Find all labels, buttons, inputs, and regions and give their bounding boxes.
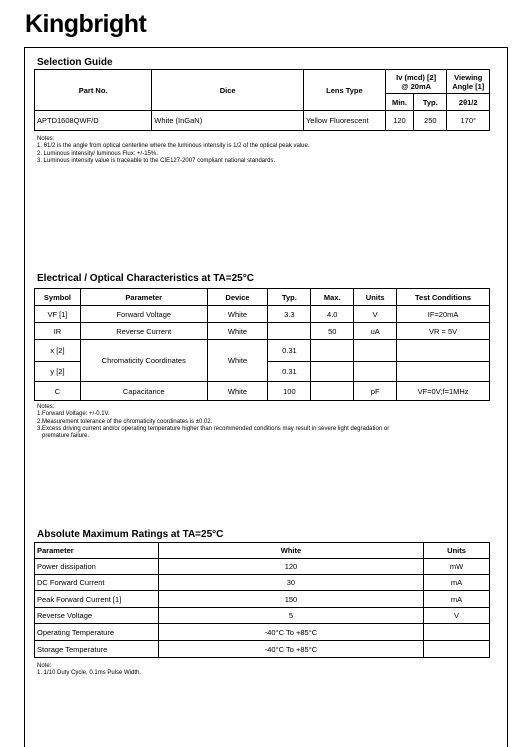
value-cell: -40°C To +85°C [158,624,423,641]
parameter-cell: Forward Voltage [80,306,207,323]
absolute-ratings-table [34,542,490,658]
header-viewing-angle: Viewing Angle [1] [447,70,490,94]
parameter-cell: Operating Temperature [35,624,159,641]
value-cell: 5 [158,608,423,624]
max-cell: 4.0 [311,306,354,323]
note-line: 1. θ1/2 is the angle from optical centerline where the luminous intensity is 1/2 of the optical peak value. [37,143,310,150]
header-units: Units [424,543,490,559]
units-cell: V [354,306,397,323]
symbol-cell: C [35,382,81,401]
typ-cell: 3.3 [268,306,311,323]
max-cell [311,362,354,382]
symbol-cell: y [2] [35,362,81,382]
condition-cell [397,340,490,362]
parameter-cell: Peak Forward Current [1] [35,591,159,608]
symbol-cell: x [2] [35,340,81,362]
parameter-cell: Storage Temperature [35,641,159,658]
header-parameter: Parameter [35,543,159,559]
symbol-cell: VF [1] [35,306,81,323]
max-cell [311,340,354,362]
electrical-notes [37,404,389,440]
parameter-cell: Chromaticity Coordinates [80,340,207,382]
note-line: 3. Luminous intensity value is traceable to the CIE127-2007 compliant national standards. [37,157,276,164]
header-typ: Typ. [268,289,311,306]
parameter-cell: Capacitance [80,382,207,401]
header-part-no: Part No. [35,70,152,111]
symbol-cell: IR [35,323,81,340]
table-row [35,624,490,641]
header-typ: Typ. [414,94,447,111]
note-line: Notes: [37,136,55,142]
parameter-cell: Reverse Voltage [35,608,159,624]
max-cell [311,382,354,401]
typ-cell: 100 [268,382,311,401]
part-number: APTD1608QWF/D [35,111,152,131]
header-device: Device [207,289,268,306]
typ-cell [268,323,311,340]
lens-value: Yellow Fluorescent [303,111,385,131]
device-cell: White [207,382,268,401]
header-max: Max. [311,289,354,306]
dice-value: White (InGaN) [152,111,304,131]
value-cell: -40°C To +85°C [158,641,423,658]
header-dice: Dice [152,70,304,111]
units-cell: V [424,608,490,624]
note-line: 2.Measurement tolerance of the chromaticity coordinates is ±0.02. [37,418,213,425]
header-iv: Iv (mcd) [2] @ 20mA [385,70,447,94]
table-row [35,591,490,608]
header-units: Units [354,289,397,306]
condition-cell: VF=0V;f=1MHz [397,382,490,401]
value-cell: 30 [158,575,423,591]
table-row [35,608,490,624]
table-row [35,382,490,401]
units-cell [424,641,490,658]
electrical-title: Electrical / Optical Characteristics at TA=25°C [37,273,254,284]
selection-notes [37,136,310,165]
value-cell: 150 [158,591,423,608]
table-row [35,575,490,591]
table-row [35,641,490,658]
table-row [35,306,490,323]
table-row [35,559,490,575]
note-line: 1.Forward Voltage: +/-0.1V. [37,411,110,418]
absolute-notes [37,663,141,678]
table-row [35,340,490,362]
note-line: Notes: [37,404,55,410]
selection-guide-table [34,69,490,131]
note-line: premature failure. [37,433,90,440]
device-cell: White [207,306,268,323]
table-row [35,111,490,131]
typ-cell: 0.31 [268,340,311,362]
header-theta: 2θ1/2 [447,94,490,111]
note-line: Note: [37,663,52,669]
note-line: 1. 1/10 Duty Cycle, 0.1ms Pulse Width. [37,670,142,677]
brand-logo: Kingbright [25,10,147,38]
note-line: 2. Luminous intensity/ luminous Flux: +/-15%. [37,150,158,157]
units-cell: uA [354,323,397,340]
note-line: 3.Excess driving current and/or operating temperature higher than recommended conditions may result in severe light degradation or [37,425,390,432]
units-cell: mA [424,591,490,608]
condition-cell: IF=20mA [397,306,490,323]
condition-cell [397,362,490,382]
header-test-conditions: Test Conditions [397,289,490,306]
value-cell: 120 [158,559,423,575]
units-cell [424,624,490,641]
typ-cell: 0.31 [268,362,311,382]
parameter-cell: Power dissipation [35,559,159,575]
header-white: White [158,543,423,559]
absolute-ratings-title: Absolute Maximum Ratings at TA=25°C [37,529,224,540]
table-row [35,323,490,340]
iv-typ-value: 250 [414,111,447,131]
units-cell: mW [424,559,490,575]
units-cell [354,362,397,382]
units-cell: pF [354,382,397,401]
device-cell: White [207,340,268,382]
header-parameter: Parameter [80,289,207,306]
parameter-cell: Reverse Current [80,323,207,340]
max-cell: 50 [311,323,354,340]
header-lens-type: Lens Type [303,70,385,111]
header-symbol: Symbol [35,289,81,306]
header-min: Min. [385,94,413,111]
iv-min-value: 120 [385,111,413,131]
units-cell: mA [424,575,490,591]
units-cell [354,340,397,362]
electrical-table [34,288,490,401]
parameter-cell: DC Forward Current [35,575,159,591]
selection-guide-title: Selection Guide [37,57,113,68]
condition-cell: VR = 5V [397,323,490,340]
device-cell: White [207,323,268,340]
angle-value: 170° [447,111,490,131]
